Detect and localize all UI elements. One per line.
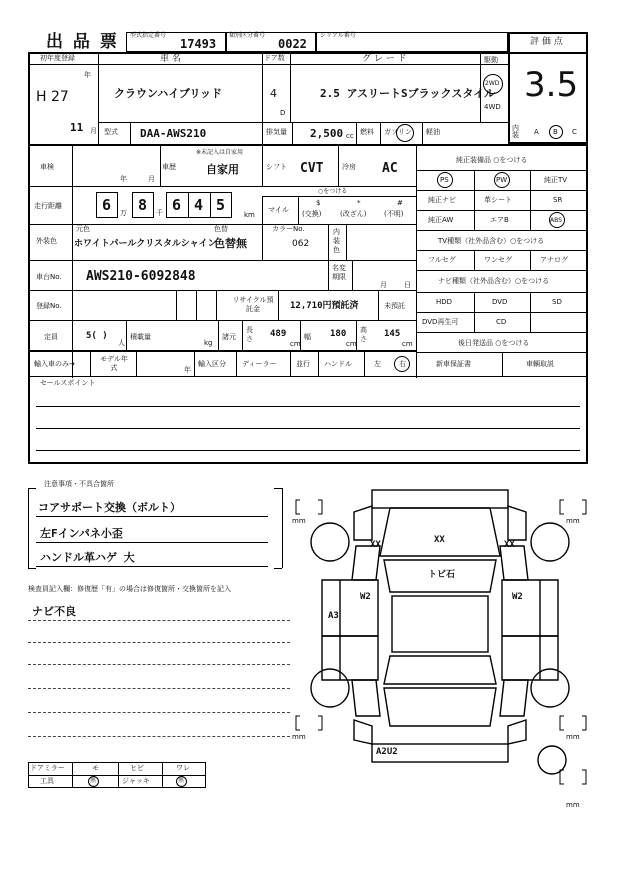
diagram-mark-a2u2: A2U2 xyxy=(376,747,398,757)
load-unit: kg xyxy=(204,339,213,347)
diagram-mark-xx-left: XX xyxy=(370,540,381,550)
displacement-unit: cc xyxy=(346,132,354,140)
equip-airbag: エアB xyxy=(490,216,509,224)
interior-c: C xyxy=(572,128,577,136)
navi-sd: SD xyxy=(552,298,562,306)
reg-label: 初年度登録 xyxy=(40,54,75,62)
tv-fullseg: フルセグ xyxy=(428,256,456,264)
recycle-unpaid: 未預託 xyxy=(384,302,405,310)
import-type-label: 輸入区分 xyxy=(198,360,226,368)
dims-label: 諸元 xyxy=(222,333,236,341)
name-change-day: 日 xyxy=(404,281,411,289)
car-name-label: 車 名 xyxy=(160,54,181,64)
chassis-label: 車台No. xyxy=(36,273,62,281)
tv-oneseg: ワンセグ xyxy=(484,256,512,264)
mileage-label: 走行距離 xyxy=(34,202,62,210)
mileage-circle-note: ○をつける xyxy=(318,188,348,195)
handle-right: 右 xyxy=(399,360,406,368)
original-color: ホワイトパールクリスタルシャイン xyxy=(74,239,217,249)
history-note: ※未記入は自家用 xyxy=(196,149,244,156)
load-label: 積載量 xyxy=(130,333,151,341)
interior-label: 内装 xyxy=(512,124,519,139)
height-unit: cm xyxy=(402,340,413,348)
mirror-ware: ワレ xyxy=(176,764,190,772)
length-unit: cm xyxy=(290,340,301,348)
equip-leather: 革シート xyxy=(484,196,512,204)
width-label: 幅 xyxy=(304,333,311,341)
interior-a: A xyxy=(534,128,539,136)
width-value: 180 xyxy=(330,329,347,339)
inspector-item-1: ナビ不良 xyxy=(32,605,76,618)
oil-label: 軽油 xyxy=(426,128,440,136)
current-color-label: 色替 xyxy=(214,225,228,233)
inspection-label: 車検 xyxy=(40,163,54,171)
width-unit: cm xyxy=(346,340,357,348)
doors-value: 4 xyxy=(270,87,277,100)
model-designation-value: 17493 xyxy=(180,37,217,51)
notes-label: 注意事項・不具合箇所 xyxy=(44,480,114,488)
note-item-2: 左Fインパネ小歪 xyxy=(40,527,123,540)
serial-label: シリアル番号 xyxy=(320,32,356,39)
mileage-man: 万 xyxy=(120,209,127,217)
model-designation-label: 型式指定番号 xyxy=(130,32,167,39)
ac-label: 冷房 xyxy=(342,163,356,171)
unknown-sym: # xyxy=(397,199,403,207)
equip-aw: 純正AW xyxy=(428,216,454,224)
mm-rear-left: mm xyxy=(292,733,306,741)
drive-4wd: 4WD xyxy=(484,103,501,111)
capacity-unit: 人 xyxy=(118,339,125,347)
fuel-circle xyxy=(396,124,414,142)
original-color-label: 元色 xyxy=(76,225,90,233)
mileage-sen: 千 xyxy=(156,209,163,217)
category-value: 0022 xyxy=(278,37,307,51)
mm-spare: mm xyxy=(566,801,580,809)
later-manual: 車輌取説 xyxy=(526,360,554,368)
navi-dvd: DVD xyxy=(492,298,508,306)
mirror-label: ドアミラー xyxy=(30,764,65,772)
car-name: クラウンハイブリッド xyxy=(114,87,223,100)
equipment-title: 純正装備品 ○をつける xyxy=(456,156,528,164)
displacement-label: 排気量 xyxy=(266,128,287,136)
note-item-3: ハンドル革ハゲ 大 xyxy=(40,551,135,564)
name-change-label: 名変期限 xyxy=(332,264,346,281)
chassis-value: AWS210-6092848 xyxy=(86,269,196,284)
shift-label: シフト xyxy=(266,163,287,171)
score-label: 評 価 点 xyxy=(530,37,563,47)
mm-front-left: mm xyxy=(292,517,306,525)
registration-label: 登録No. xyxy=(36,302,62,310)
capacity-label: 定員 xyxy=(44,333,58,341)
fuel-label: 燃料 xyxy=(360,128,374,136)
mm-rear-right: mm xyxy=(566,733,580,741)
displacement-value: 2,500 xyxy=(310,127,344,140)
import-label: 輸入車のみ→ xyxy=(34,360,75,368)
recycle-value: 12,710円預託済 xyxy=(290,301,359,311)
score-value: 3.5 xyxy=(524,65,579,105)
grade-label: グ レ ー ド xyxy=(362,54,407,64)
color-no-label: カラーNo. xyxy=(272,225,305,233)
type-value: DAA-AWS210 xyxy=(140,127,207,140)
mileage-d5: 5 xyxy=(216,196,226,214)
reg-month-unit: 月 xyxy=(90,127,97,135)
current-color: 色替無 xyxy=(214,237,247,250)
equip-pw: PW xyxy=(496,176,508,184)
diagram-mark-a3: A3 xyxy=(328,611,339,621)
jack-label: ジャッキ xyxy=(122,777,150,785)
history-label: 車歴 xyxy=(162,163,176,171)
model-year-label: モデル年式 xyxy=(100,355,128,372)
model-year-unit: 年 xyxy=(184,366,191,374)
inspection-year: 年 xyxy=(120,175,127,183)
import-dealer: ディーラー xyxy=(242,360,277,368)
capacity-value: 5( ) xyxy=(86,331,108,341)
later-warranty: 新車保証書 xyxy=(436,360,471,368)
media-cd: CD xyxy=(496,318,507,326)
height-label: 高さ xyxy=(360,326,367,343)
interior-b: B xyxy=(553,128,558,136)
doors-label: ドア数 xyxy=(264,54,285,62)
length-label: 長さ xyxy=(246,326,253,343)
diagram-mark-xx-center: XX xyxy=(434,535,445,545)
mileage-d3: 6 xyxy=(172,196,182,214)
tamper-text: (改ざん) xyxy=(340,210,367,218)
form-title: 出 品 票 xyxy=(46,32,119,52)
equip-navi: 純正ナビ xyxy=(428,196,456,204)
tamper-sym: * xyxy=(357,199,361,207)
equip-ps: PS xyxy=(440,176,449,184)
navi-title: ナビ種類（社外品含む）○をつける xyxy=(438,277,550,285)
diagram-mark-w2-right: W2 xyxy=(512,592,523,602)
color-no: 062 xyxy=(292,239,310,249)
reg-year-unit: 年 xyxy=(84,71,91,79)
diagram-mark-xx-right: XX xyxy=(504,540,515,550)
equip-sr: SR xyxy=(553,196,563,204)
navi-hdd: HDD xyxy=(436,298,453,306)
mm-front-right: mm xyxy=(566,517,580,525)
mileage-unit: km xyxy=(244,211,255,219)
category-label: 類別区分番号 xyxy=(229,32,266,39)
type-label: 型式 xyxy=(104,128,118,136)
length-value: 489 xyxy=(270,329,287,339)
import-parallel: 並行 xyxy=(296,360,310,368)
handle-left: 左 xyxy=(374,360,381,368)
fuel-value: ガソリン xyxy=(384,128,412,136)
mirror-mo: モ xyxy=(92,764,99,772)
ac-value: AC xyxy=(382,161,398,176)
interior-color-label: 内装色 xyxy=(333,228,340,254)
sales-label: セールスポイント xyxy=(40,379,96,387)
handle-label: ハンドル xyxy=(324,360,352,368)
drive-label: 駆動 xyxy=(484,56,498,64)
later-title: 後日発送品 ○をつける xyxy=(458,339,530,347)
drive-2wd: 2WD xyxy=(485,80,500,87)
history-value: 自家用 xyxy=(206,163,239,176)
exchange-text: (交換) xyxy=(302,210,322,218)
mileage-d1: 6 xyxy=(102,196,112,214)
note-item-1: コアサポート交換（ボルト） xyxy=(38,501,181,514)
color-label: 外装色 xyxy=(36,237,57,245)
inspection-month: 月 xyxy=(148,175,155,183)
media-dvd: DVD再生可 xyxy=(422,318,459,326)
equip-abs: ABS xyxy=(550,217,562,224)
shift-value: CVT xyxy=(300,161,324,176)
inspector-label: 検査員記入欄：修復歴「有」の場合は修復箇所・交換箇所を記入 xyxy=(28,585,231,593)
diagram-mark-w2-left: W2 xyxy=(360,592,371,602)
tv-title: TV種類（社外品含む）○をつける xyxy=(438,237,545,245)
equip-tv: 純正TV xyxy=(544,176,568,184)
door-type: D xyxy=(280,109,286,117)
mile-label: マイル xyxy=(268,206,289,214)
diagram-mark-tobiishi: トビ石 xyxy=(428,570,456,580)
unknown-text: (不明) xyxy=(384,210,404,218)
jack-value: 無 xyxy=(178,777,185,784)
tool-value: 無 xyxy=(90,777,97,784)
reg-month: 11 xyxy=(70,121,84,134)
mileage-d2: 8 xyxy=(138,196,148,214)
exchange-sym: $ xyxy=(316,199,321,207)
name-change-month: 月 xyxy=(380,281,387,289)
mirror-hibi: ヒビ xyxy=(130,764,144,772)
tool-label: 工具 xyxy=(40,777,54,785)
mileage-d4: 4 xyxy=(194,196,204,214)
recycle-label: リサイクル預託金 xyxy=(232,296,274,313)
grade-value: 2.5 アスリートSブラックスタイル xyxy=(320,87,496,100)
tv-analog: アナログ xyxy=(540,256,568,264)
height-value: 145 xyxy=(384,329,401,339)
reg-era: H 27 xyxy=(36,89,69,105)
